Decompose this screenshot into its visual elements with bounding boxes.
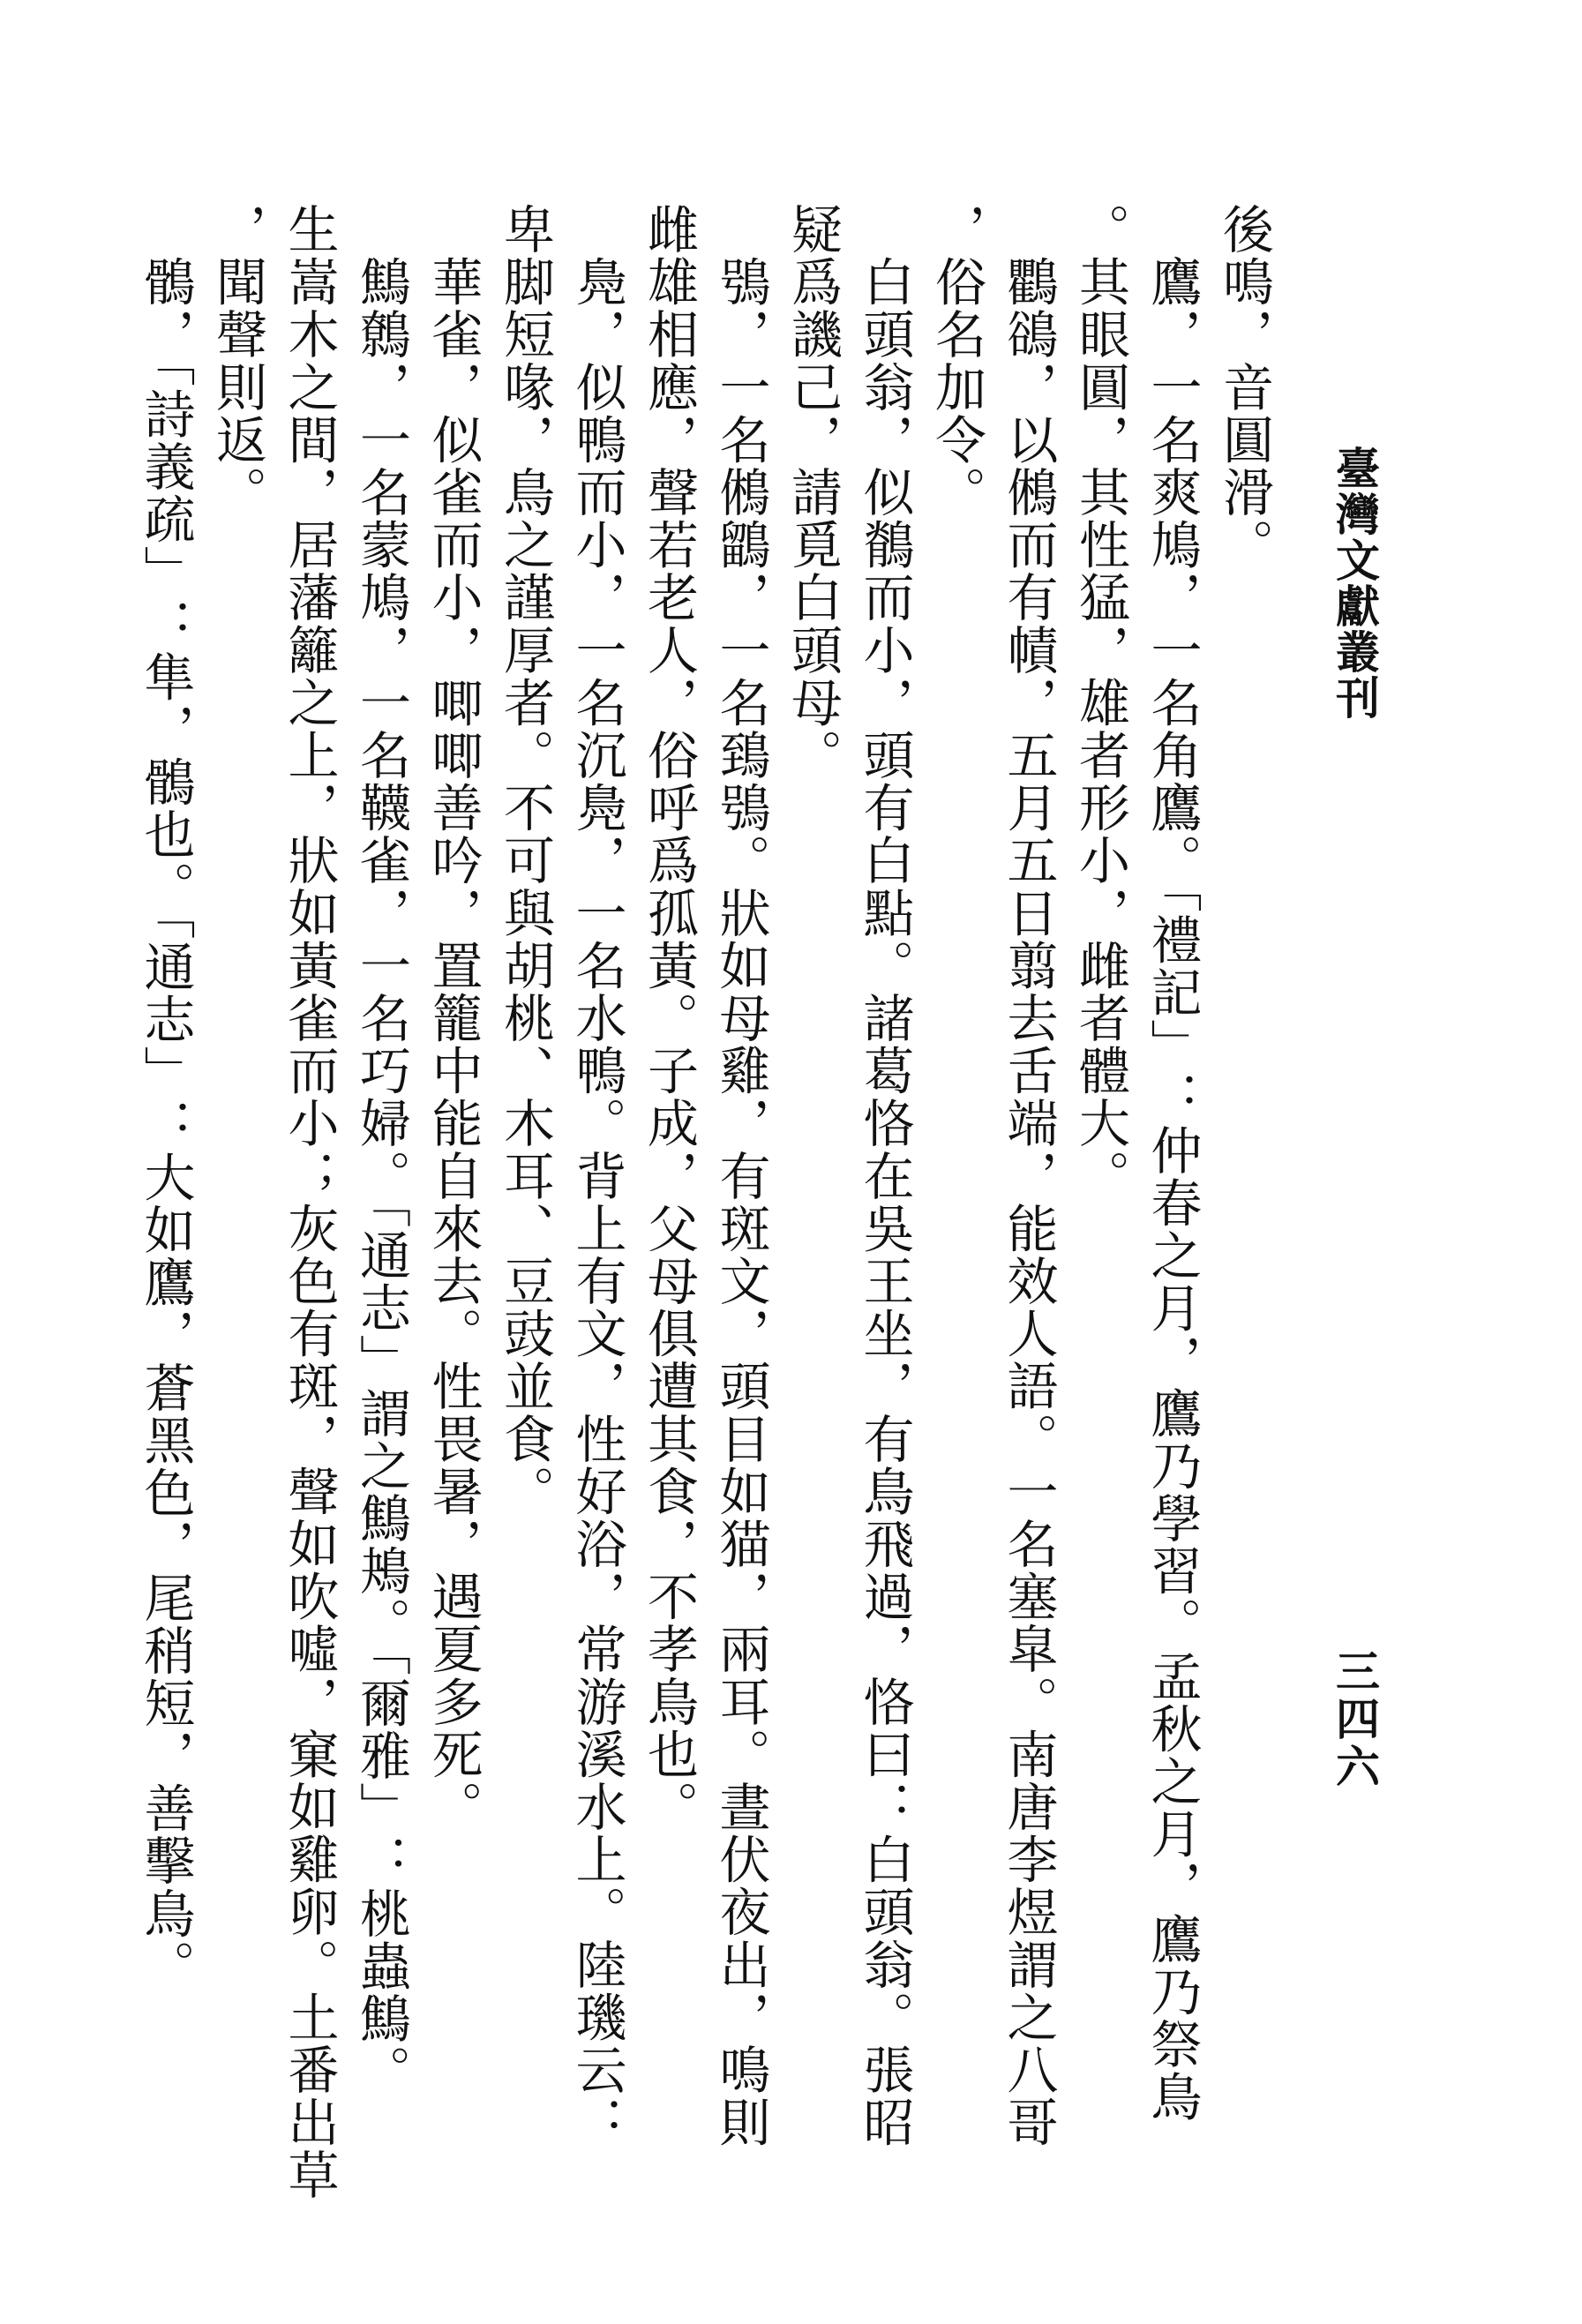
text-line: 鳧，似鴨而小，一名沉鳧，一名水鴨。背上有文，性好浴，常游溪水上。陸璣云： [566,203,627,2149]
text-line: 鷦鷯，一名蒙鳩，一名韈雀，一名巧婦。「通志」謂之鷦鴂。「爾雅」：桃蟲鷦。 [351,203,411,2098]
text-line: 雌雄相應，聲若老人，俗呼爲孤黃。子成，父母俱遭其食，不孝鳥也。 [639,203,699,1833]
text-line: 疑爲譏己，請覓白頭母。 [783,203,843,782]
text-line: 。其眼圓，其性猛，雄者形小，雌者體大。 [1070,203,1130,1203]
text-line: ，俗名加令。 [926,203,986,519]
page-number: 三四六 [1329,1648,1381,1791]
text-line: 後鳴，音圓滑。 [1214,203,1274,572]
body-text [97,203,1279,2201]
text-line: 鷹，一名爽鳩，一名角鷹。「禮記」：仲春之月，鷹乃學習。孟秋之月，鷹乃祭鳥 [1142,203,1203,2124]
text-line: 華雀，似雀而小，唧唧善吟，置籠中能自來去。性畏暑，遇夏多死。 [423,203,484,1833]
text-line: 鶻，「詩義疏」：隼，鶻也。「通志」：大如鷹，蒼黑色，尾稍短，善擊鳥。 [135,203,196,1992]
text-line: ，聞聲則返。 [207,203,267,519]
text-line: 鴞，一名鵂鶹，一名鵄鴞。狀如母雞，有斑文，頭目如猫，兩耳。晝伏夜出，鳴則 [710,203,771,2149]
text-line: 卑脚短喙，鳥之謹厚者。不可與胡桃、木耳、豆豉並食。 [495,203,555,1518]
text-line: 鸜鵒，以鵂而有幘，五月五日翦去舌端，能效人語。一名塞皐。南唐李煜謂之八哥 [998,203,1059,2149]
running-head: 臺灣文獻叢刊 [1329,446,1381,721]
text-line: 生嵩木之間，居藩籬之上，狀如黃雀而小；灰色有斑，聲如吹噓，窠如雞卵。土番出草 [279,203,340,2201]
text-line: 白頭翁，似鶺而小，頭有白點。諸葛恪在吳王坐，有鳥飛過，恪曰：白頭翁。張昭 [854,203,915,2149]
